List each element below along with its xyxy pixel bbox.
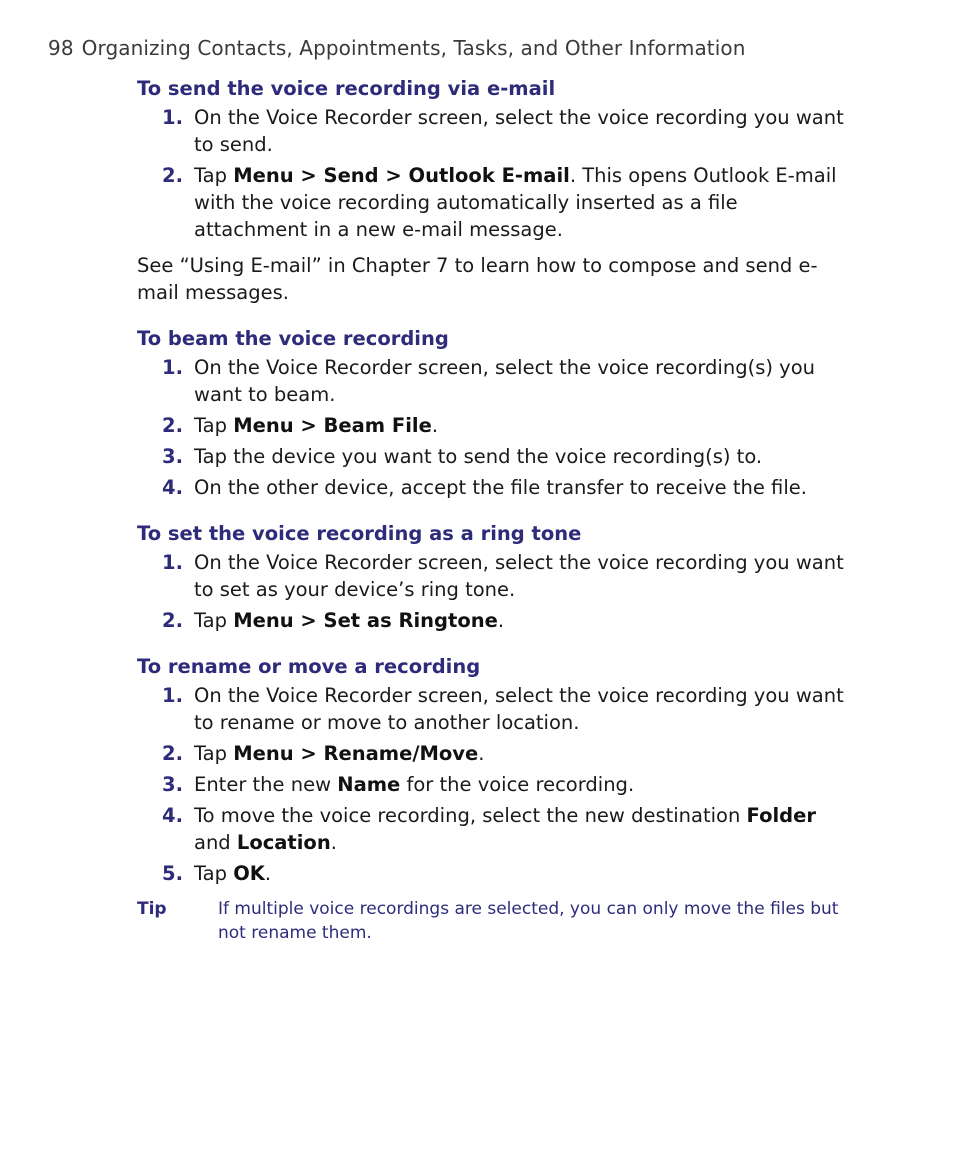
section-heading: To beam the voice recording xyxy=(137,327,449,350)
step-text: To move the voice recording, select the new destination Folder and Location. xyxy=(194,804,816,854)
see-also-note: See “Using E-mail” in Chapter 7 to learn how to compose and send e-mail messages. xyxy=(137,254,818,304)
step-text: Tap the device you want to send the voice recording(s) to. xyxy=(194,445,763,468)
ui-command: Menu > Set as Ringtone xyxy=(233,609,498,632)
step-number: 2. xyxy=(162,609,183,632)
step-text: Tap Menu > Beam File. xyxy=(194,414,439,437)
step-list xyxy=(137,354,847,501)
step-number: 1. xyxy=(162,551,183,574)
step-number: 2. xyxy=(162,164,183,187)
step-number: 3. xyxy=(162,445,183,468)
section-beam xyxy=(137,324,847,501)
page-content xyxy=(137,74,847,887)
tip-label: Tip xyxy=(137,899,167,919)
step-text: Tap Menu > Send > Outlook E-mail. This opens Outlook E-mail with the voice recording automatically inserted as a file attachment in a new e-mail message. xyxy=(194,164,837,241)
list-item xyxy=(137,104,847,158)
list-item xyxy=(137,549,847,603)
ui-command: Folder xyxy=(746,804,816,827)
step-number: 1. xyxy=(162,106,183,129)
list-item xyxy=(137,860,847,887)
list-item xyxy=(137,740,847,767)
step-list xyxy=(137,104,847,243)
step-number: 2. xyxy=(162,414,183,437)
section-rename-move xyxy=(137,652,847,887)
step-text: Enter the new Name for the voice recording. xyxy=(194,773,635,796)
running-header xyxy=(48,36,746,60)
ui-command: Menu > Beam File xyxy=(233,414,432,437)
section-ringtone xyxy=(137,519,847,634)
tip-box xyxy=(137,897,847,945)
step-text: On the Voice Recorder screen, select the voice recording(s) you want to beam. xyxy=(194,356,815,406)
step-number: 5. xyxy=(162,862,183,885)
list-item xyxy=(137,412,847,439)
section-send-email xyxy=(137,74,847,306)
step-list xyxy=(137,682,847,887)
step-text: On the other device, accept the file transfer to receive the file. xyxy=(194,476,807,499)
step-number: 4. xyxy=(162,804,183,827)
section-heading: To set the voice recording as a ring tone xyxy=(137,522,582,545)
list-item xyxy=(137,802,847,856)
list-item xyxy=(137,354,847,408)
step-text: On the Voice Recorder screen, select the voice recording you want to set as your device’s ring tone. xyxy=(194,551,844,601)
section-heading: To send the voice recording via e-mail xyxy=(137,77,556,100)
chapter-title: Organizing Contacts, Appointments, Tasks, and Other Information xyxy=(81,36,746,60)
step-list xyxy=(137,549,847,634)
section-heading: To rename or move a recording xyxy=(137,655,481,678)
step-text: Tap OK. xyxy=(194,862,272,885)
step-number: 2. xyxy=(162,742,183,765)
ui-command: OK xyxy=(233,862,265,885)
list-item xyxy=(137,443,847,470)
step-text: Tap Menu > Rename/Move. xyxy=(194,742,485,765)
step-text: On the Voice Recorder screen, select the voice recording you want to rename or move to another location. xyxy=(194,684,844,734)
list-item xyxy=(137,607,847,634)
ui-command: Name xyxy=(337,773,401,796)
ui-command: Menu > Rename/Move xyxy=(233,742,479,765)
step-number: 1. xyxy=(162,684,183,707)
ui-command: Menu > Send > Outlook E-mail xyxy=(233,164,570,187)
step-number: 1. xyxy=(162,356,183,379)
tip-text: If multiple voice recordings are selected, you can only move the files but not rename them. xyxy=(218,899,839,943)
step-number: 3. xyxy=(162,773,183,796)
page-number: 98 xyxy=(48,36,74,60)
step-number: 4. xyxy=(162,476,183,499)
ui-command: Location xyxy=(236,831,331,854)
list-item xyxy=(137,771,847,798)
list-item xyxy=(137,474,847,501)
list-item xyxy=(137,162,847,243)
list-item xyxy=(137,682,847,736)
step-text: On the Voice Recorder screen, select the voice recording you want to send. xyxy=(194,106,844,156)
step-text: Tap Menu > Set as Ringtone. xyxy=(194,609,505,632)
